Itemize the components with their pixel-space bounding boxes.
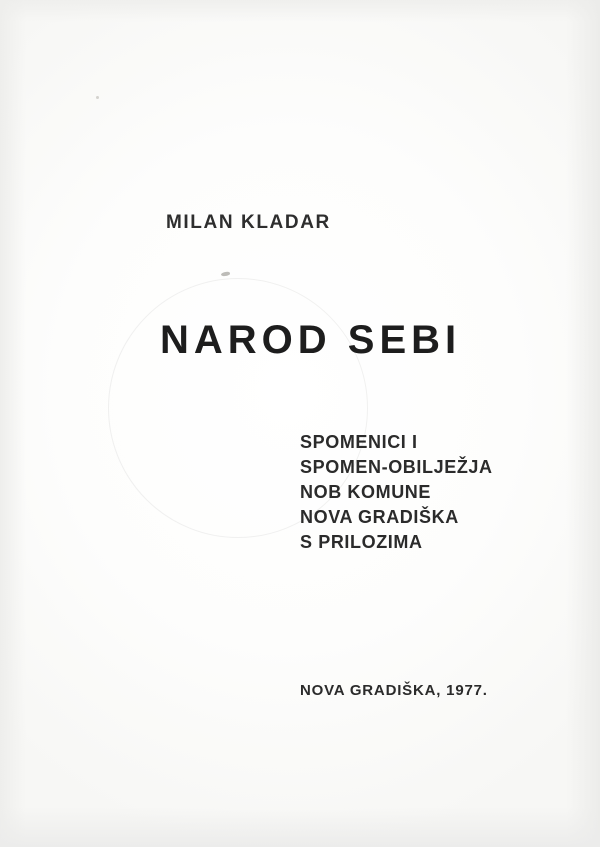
paper-edge-top	[0, 0, 600, 22]
subtitle-line: NOVA GRADIŠKA	[300, 507, 459, 527]
imprint-place-year: NOVA GRADIŠKA, 1977.	[300, 682, 488, 699]
paper-edge-right	[566, 0, 600, 847]
subtitle-line: S PRILOZIMA	[300, 532, 423, 552]
subtitle-block	[300, 430, 493, 555]
paper-edge-bottom	[0, 807, 600, 847]
paper-speck	[221, 271, 231, 277]
subtitle-line: SPOMENICI I	[300, 432, 418, 452]
paper-edge-left	[0, 0, 26, 847]
subtitle-line: SPOMEN-OBILJEŽJA	[300, 457, 493, 477]
book-title: NAROD SEBI	[160, 318, 462, 362]
paper-speck-small	[96, 96, 99, 99]
author-name: MILAN KLADAR	[166, 212, 331, 233]
subtitle-line: NOB KOMUNE	[300, 482, 431, 502]
